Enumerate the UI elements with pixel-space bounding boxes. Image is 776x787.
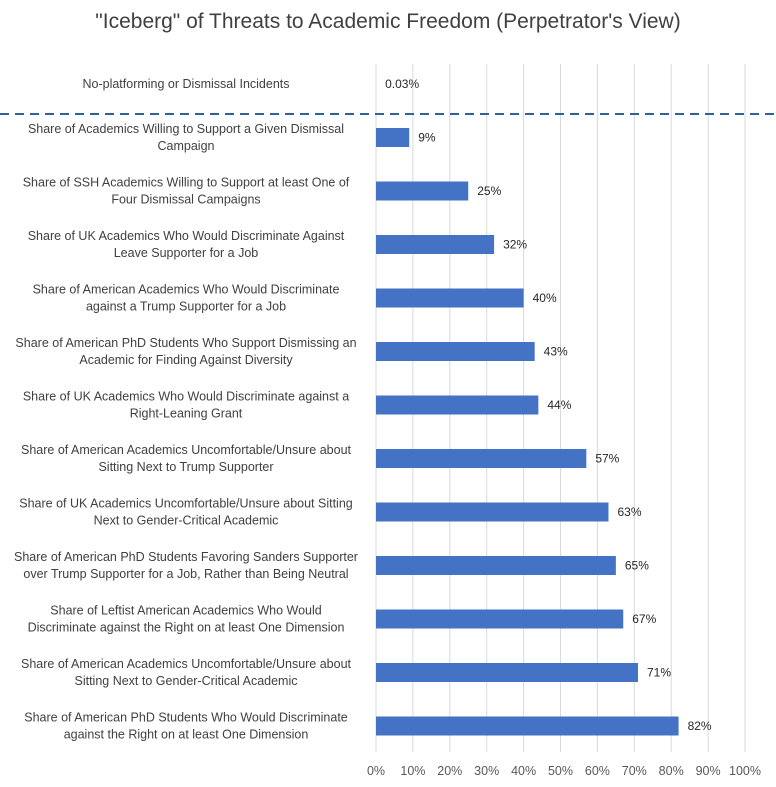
bar xyxy=(376,449,586,468)
bar-value-label: 32% xyxy=(503,237,528,252)
bar-value-label: 44% xyxy=(547,398,572,412)
bar xyxy=(376,235,494,254)
category-label: Share of UK Academics Uncomfortable/Unsure about Sitting Next to Gender-Critical Academic xyxy=(19,496,353,528)
x-tick-label: 80% xyxy=(658,764,684,778)
category-label: Share of UK Academics Who Would Discriminate Against Leave Supporter for a Job xyxy=(27,229,345,260)
category-label: Share of Leftist American Academics Who Would Discriminate against the Right on at least One Dimension xyxy=(27,603,345,635)
x-tick-label: 90% xyxy=(695,764,721,778)
bar-value-label: 63% xyxy=(617,505,642,519)
bar-value-label: 82% xyxy=(687,719,712,733)
bar-value-label: 57% xyxy=(595,451,620,466)
x-tick-label: 20% xyxy=(437,764,463,778)
bar xyxy=(376,182,468,201)
bar-value-label: 67% xyxy=(632,612,657,626)
bar xyxy=(376,663,638,682)
category-label: Share of SSH Academics Willing to Support at least One of Four Dismissal Campaigns xyxy=(22,175,350,207)
x-tick-label: 10% xyxy=(400,764,426,778)
x-tick-label: 30% xyxy=(474,764,500,778)
bar xyxy=(376,342,535,361)
bar-value-label: 71% xyxy=(646,665,672,680)
bar xyxy=(376,556,616,575)
bar-value-label: 9% xyxy=(418,130,436,145)
category-label: Share of Academics Willing to Support a Given Dismissal Campaign xyxy=(27,122,345,153)
bar xyxy=(376,396,538,415)
x-tick-label: 70% xyxy=(621,764,647,778)
bar xyxy=(376,717,679,736)
bar-value-label: 25% xyxy=(477,184,502,198)
category-label: Share of UK Academics Who Would Discriminate against a Right-Leaning Grant xyxy=(22,389,350,421)
category-label: Share of American Academics Who Would Discriminate against a Trump Supporter for a Job xyxy=(32,282,340,314)
category-label: No-platforming or Dismissal Incidents xyxy=(82,77,290,91)
bar-value-label: 0.03% xyxy=(385,77,420,91)
bar-value-label: 65% xyxy=(624,558,649,573)
bar xyxy=(376,289,524,308)
category-label: Share of American Academics Uncomfortable/Unsure about Sitting Next to Gender-Critical Academic xyxy=(20,657,352,688)
x-tick-label: 40% xyxy=(511,764,537,778)
x-tick-label: 0% xyxy=(366,764,386,778)
bar xyxy=(376,128,409,147)
category-label: Share of American Academics Uncomfortable/Unsure about Sitting Next to Trump Supporter xyxy=(20,443,352,474)
x-tick-label: 50% xyxy=(547,764,574,778)
x-tick-label: 100% xyxy=(729,764,761,778)
bar-value-label: 40% xyxy=(532,291,557,305)
category-label: Share of American PhD Students Favoring Sanders Supporter over Trump Supporter for a Job, Rather than Being Neutral xyxy=(14,550,358,581)
chart-title: "Iceberg" of Threats to Academic Freedom (Perpetrator's View) xyxy=(95,10,681,33)
category-label: Share of American PhD Students Who Support Dismissing an Academic for Finding Against Diversity xyxy=(15,336,357,367)
x-tick-label: 60% xyxy=(584,764,610,778)
category-label: Share of American PhD Students Who Would Discriminate against the Right on at least One Dimension xyxy=(24,710,348,742)
bar-value-label: 43% xyxy=(543,344,568,359)
bar xyxy=(376,503,608,522)
bar xyxy=(376,610,623,629)
